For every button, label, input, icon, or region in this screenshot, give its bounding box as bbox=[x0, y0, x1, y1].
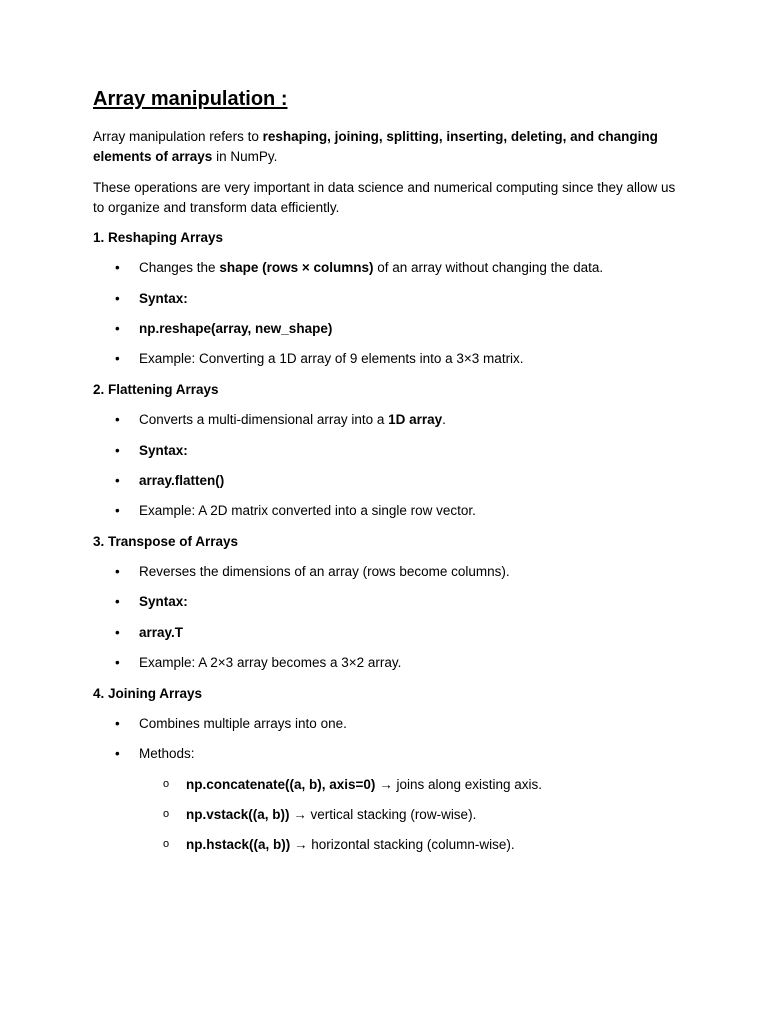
syntax-label: Syntax: bbox=[139, 291, 188, 306]
item-text-end: of an array without changing the data. bbox=[373, 260, 604, 275]
section-heading-reshaping: 1. Reshaping Arrays bbox=[93, 230, 224, 245]
page-title: Array manipulation : bbox=[93, 88, 288, 110]
syntax-code: array.flatten() bbox=[139, 473, 225, 488]
list-item bbox=[139, 412, 446, 427]
method-description: → vertical stacking (row-wise). bbox=[289, 807, 477, 822]
method-item bbox=[186, 837, 515, 852]
syntax-label: Syntax: bbox=[139, 443, 188, 458]
list-item bbox=[139, 443, 188, 458]
item-text: Reverses the dimensions of an array (rows become columns). bbox=[139, 564, 510, 579]
example-text: Example: A 2×3 array becomes a 3×2 array. bbox=[139, 655, 402, 670]
list-item bbox=[139, 655, 401, 670]
method-code: np.hstack((a, b)) bbox=[186, 837, 291, 852]
list-item bbox=[139, 716, 347, 731]
section-heading-joining: 4. Joining Arrays bbox=[93, 686, 203, 701]
item-text: Combines multiple arrays into one. bbox=[139, 716, 347, 731]
list-item bbox=[139, 564, 510, 579]
intro-emphasis: reshaping, joining, splitting, inserting, deleting, and changing elements of arrays bbox=[93, 129, 658, 164]
intro-text-end: in NumPy. bbox=[212, 149, 278, 164]
item-text: Converts a multi-dimensional array into a bbox=[139, 412, 389, 427]
item-emphasis: shape (rows × columns) bbox=[219, 260, 374, 275]
method-code: np.vstack((a, b)) bbox=[186, 807, 290, 822]
syntax-code: array.T bbox=[139, 625, 184, 640]
importance-paragraph: These operations are very important in data science and numerical computing since they allow us to organize and transform data efficiently. bbox=[93, 180, 676, 215]
list-item bbox=[139, 351, 524, 366]
method-item bbox=[186, 777, 542, 792]
list-item bbox=[139, 503, 476, 518]
list-item bbox=[139, 746, 195, 761]
method-description: → joins along existing axis. bbox=[375, 777, 543, 792]
method-description: → horizontal stacking (column-wise). bbox=[290, 837, 515, 852]
intro-paragraph bbox=[93, 127, 683, 167]
method-code: np.concatenate((a, b), axis=0) bbox=[186, 777, 376, 792]
item-text: Changes the bbox=[139, 260, 220, 275]
section-heading-flattening: 2. Flattening Arrays bbox=[93, 382, 219, 397]
list-item bbox=[139, 625, 183, 640]
section-heading-transpose: 3. Transpose of Arrays bbox=[93, 534, 239, 549]
syntax-label: Syntax: bbox=[139, 594, 188, 609]
list-item bbox=[139, 473, 224, 488]
intro-text: Array manipulation refers to bbox=[93, 129, 263, 144]
item-text: Methods: bbox=[139, 746, 195, 761]
example-text: Example: Converting a 1D array of 9 elements into a 3×3 matrix. bbox=[139, 351, 524, 366]
item-text-end: . bbox=[442, 412, 446, 427]
method-item bbox=[186, 807, 476, 822]
list-item bbox=[139, 594, 188, 609]
example-text: Example: A 2D matrix converted into a single row vector. bbox=[139, 503, 476, 518]
list-item bbox=[139, 260, 603, 275]
list-item bbox=[139, 321, 332, 336]
syntax-code: np.reshape(array, new_shape) bbox=[139, 321, 333, 336]
item-emphasis: 1D array bbox=[388, 412, 443, 427]
list-item bbox=[139, 291, 188, 306]
